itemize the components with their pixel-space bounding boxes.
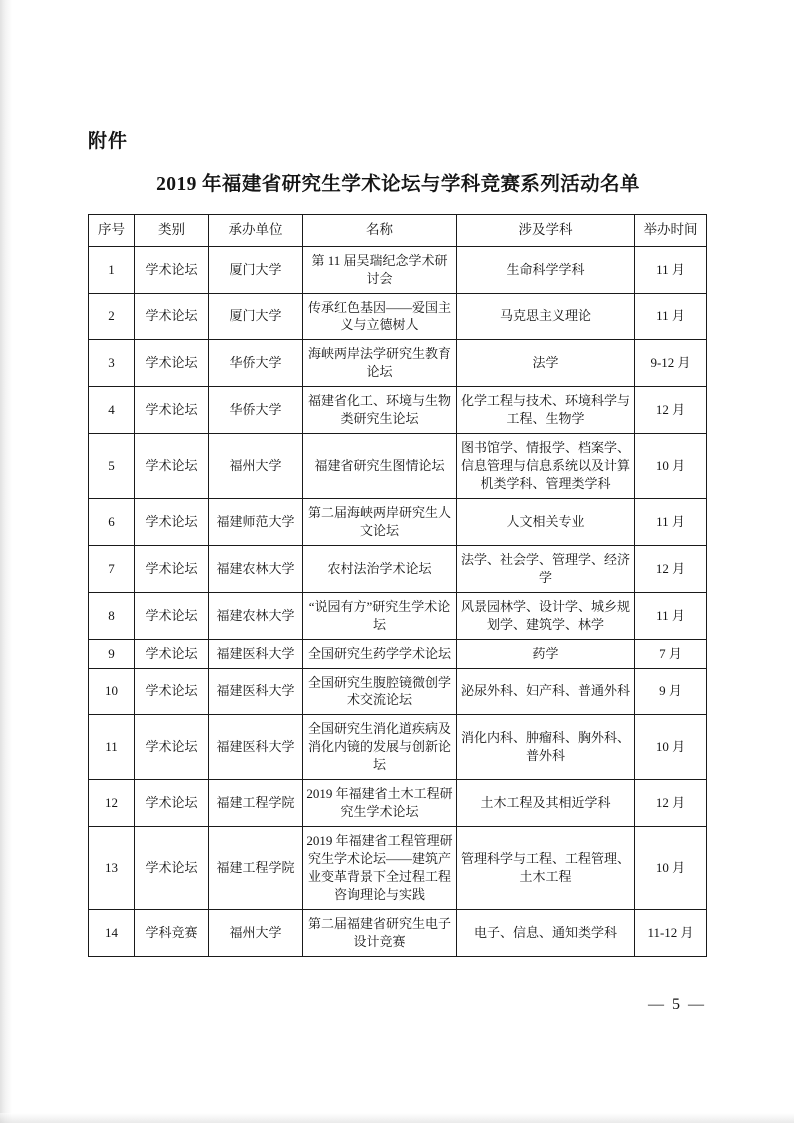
cell-name: 农村法治学术论坛: [303, 545, 457, 592]
cell-time: 10 月: [635, 434, 707, 499]
cell-organizer: 福建工程学院: [209, 780, 303, 827]
cell-organizer: 福建医科大学: [209, 668, 303, 715]
cell-category: 学术论坛: [135, 434, 209, 499]
cell-category: 学术论坛: [135, 498, 209, 545]
cell-time: 12 月: [635, 780, 707, 827]
cell-no: 10: [89, 668, 135, 715]
table-row: [89, 715, 707, 780]
cell-organizer: 福建农林大学: [209, 592, 303, 639]
cell-category: 学术论坛: [135, 592, 209, 639]
cell-time: 9-12 月: [635, 340, 707, 387]
cell-no: 5: [89, 434, 135, 499]
cell-subjects: 人文相关专业: [457, 498, 635, 545]
cell-time: 11-12 月: [635, 909, 707, 956]
cell-subjects: 土木工程及其相近学科: [457, 780, 635, 827]
cell-name: 福建省化工、环境与生物类研究生论坛: [303, 387, 457, 434]
cell-category: 学术论坛: [135, 387, 209, 434]
column-header-no: 序号: [89, 215, 135, 247]
cell-organizer: 厦门大学: [209, 293, 303, 340]
cell-subjects: 风景园林学、设计学、城乡规划学、建筑学、林学: [457, 592, 635, 639]
table-header-row: [89, 215, 707, 247]
cell-subjects: 消化内科、肿瘤科、胸外科、普外科: [457, 715, 635, 780]
scan-edge-left: [0, 0, 12, 1123]
cell-no: 2: [89, 293, 135, 340]
cell-time: 12 月: [635, 545, 707, 592]
page-title: 2019 年福建省研究生学术论坛与学科竞赛系列活动名单: [156, 174, 640, 195]
column-header-name: 名称: [303, 215, 457, 247]
cell-subjects: 电子、信息、通知类学科: [457, 909, 635, 956]
cell-name: 2019 年福建省土木工程研究生学术论坛: [303, 780, 457, 827]
cell-subjects: 生命科学学科: [457, 246, 635, 293]
table-row: [89, 545, 707, 592]
page-number: — 5 —: [648, 996, 706, 1013]
table-row: [89, 293, 707, 340]
cell-name: 第 11 届吴瑞纪念学术研讨会: [303, 246, 457, 293]
activity-listing-table: [88, 214, 707, 957]
cell-subjects: 法学: [457, 340, 635, 387]
cell-no: 14: [89, 909, 135, 956]
cell-no: 12: [89, 780, 135, 827]
cell-organizer: 福建农林大学: [209, 545, 303, 592]
table-row: [89, 498, 707, 545]
column-header-time: 举办时间: [635, 215, 707, 247]
cell-no: 6: [89, 498, 135, 545]
cell-category: 学术论坛: [135, 340, 209, 387]
cell-no: 8: [89, 592, 135, 639]
cell-no: 7: [89, 545, 135, 592]
cell-name: 2019 年福建省工程管理研究生学术论坛——建筑产业变革背景下全过程工程咨询理论与实践: [303, 827, 457, 910]
cell-no: 9: [89, 639, 135, 668]
table-row: [89, 340, 707, 387]
cell-time: 11 月: [635, 293, 707, 340]
cell-category: 学术论坛: [135, 827, 209, 910]
cell-subjects: 图书馆学、情报学、档案学、信息管理与信息系统以及计算机类学科、管理类学科: [457, 434, 635, 499]
cell-organizer: 厦门大学: [209, 246, 303, 293]
table-row: [89, 592, 707, 639]
cell-organizer: 福建医科大学: [209, 639, 303, 668]
cell-organizer: 福建师范大学: [209, 498, 303, 545]
cell-name: 第二届福建省研究生电子设计竞赛: [303, 909, 457, 956]
cell-name: 传承红色基因——爱国主义与立德树人: [303, 293, 457, 340]
cell-time: 11 月: [635, 246, 707, 293]
table-row: [89, 387, 707, 434]
scan-edge-bottom: [0, 1113, 794, 1123]
column-header-category: 类别: [135, 215, 209, 247]
cell-name: 海峡两岸法学研究生教育论坛: [303, 340, 457, 387]
cell-name: 福建省研究生图情论坛: [303, 434, 457, 499]
cell-time: 11 月: [635, 498, 707, 545]
cell-name: 第二届海峡两岸研究生人文论坛: [303, 498, 457, 545]
cell-category: 学术论坛: [135, 668, 209, 715]
cell-organizer: 福建医科大学: [209, 715, 303, 780]
cell-organizer: 福建工程学院: [209, 827, 303, 910]
cell-category: 学术论坛: [135, 246, 209, 293]
cell-no: 4: [89, 387, 135, 434]
column-header-subjects: 涉及学科: [457, 215, 635, 247]
table-row: [89, 909, 707, 956]
cell-time: 9 月: [635, 668, 707, 715]
cell-organizer: 华侨大学: [209, 387, 303, 434]
table-row: [89, 246, 707, 293]
cell-category: 学术论坛: [135, 715, 209, 780]
cell-name: 全国研究生消化道疾病及消化内镜的发展与创新论坛: [303, 715, 457, 780]
cell-time: 11 月: [635, 592, 707, 639]
cell-name: 全国研究生药学学术论坛: [303, 639, 457, 668]
cell-organizer: 福州大学: [209, 909, 303, 956]
cell-category: 学术论坛: [135, 293, 209, 340]
cell-name: 全国研究生腹腔镜微创学术交流论坛: [303, 668, 457, 715]
cell-no: 1: [89, 246, 135, 293]
table-row: [89, 434, 707, 499]
cell-category: 学术论坛: [135, 545, 209, 592]
cell-name: “说园有方”研究生学术论坛: [303, 592, 457, 639]
table-row: [89, 639, 707, 668]
cell-subjects: 化学工程与技术、环境科学与工程、生物学: [457, 387, 635, 434]
cell-time: 7 月: [635, 639, 707, 668]
column-header-organizer: 承办单位: [209, 215, 303, 247]
cell-category: 学术论坛: [135, 639, 209, 668]
cell-organizer: 福州大学: [209, 434, 303, 499]
cell-no: 11: [89, 715, 135, 780]
cell-subjects: 药学: [457, 639, 635, 668]
cell-subjects: 马克思主义理论: [457, 293, 635, 340]
cell-organizer: 华侨大学: [209, 340, 303, 387]
table-row: [89, 668, 707, 715]
cell-time: 12 月: [635, 387, 707, 434]
cell-category: 学科竞赛: [135, 909, 209, 956]
cell-time: 10 月: [635, 827, 707, 910]
table-row: [89, 827, 707, 910]
cell-subjects: 泌尿外科、妇产科、普通外科: [457, 668, 635, 715]
cell-subjects: 法学、社会学、管理学、经济学: [457, 545, 635, 592]
attachment-label: 附件: [88, 131, 129, 152]
table-row: [89, 780, 707, 827]
cell-time: 10 月: [635, 715, 707, 780]
cell-no: 3: [89, 340, 135, 387]
cell-no: 13: [89, 827, 135, 910]
cell-subjects: 管理科学与工程、工程管理、土木工程: [457, 827, 635, 910]
cell-category: 学术论坛: [135, 780, 209, 827]
